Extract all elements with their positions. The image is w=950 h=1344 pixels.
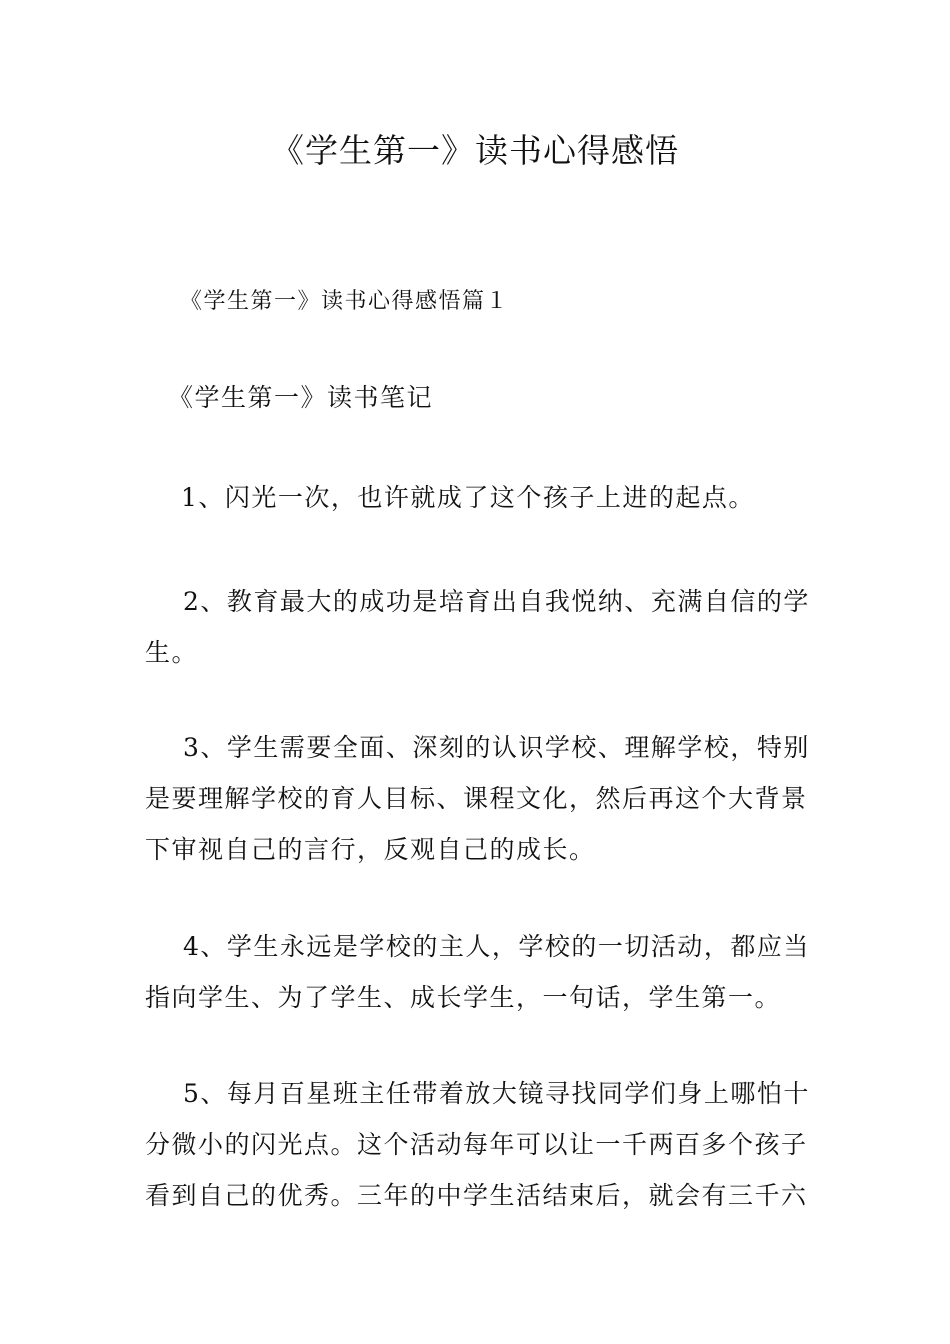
- paragraph-5: 5、每月百星班主任带着放大镜寻找同学们身上哪怕十分微小的闪光点。这个活动每年可以让一千两百多个孩子看到自己的优秀。三年的中学生活结束后，就会有三千六: [145, 1079, 810, 1210]
- paragraph-2: 2、教育最大的成功是培育出自我悦纳、充满自信的学生。: [145, 587, 810, 667]
- section-subheading: 《学生第一》读书笔记: [168, 383, 434, 412]
- paragraph-1: 1、闪光一次，也许就成了这个孩子上进的起点。: [181, 483, 755, 512]
- section-heading: 《学生第一》读书心得感悟篇１: [180, 289, 510, 314]
- document-title: 《学生第一》读书心得感悟: [271, 131, 679, 170]
- paragraph-3: 3、学生需要全面、深刻的认识学校、理解学校，特别是要理解学校的育人目标、课程文化，然后再这个大背景下审视自己的言行，反观自己的成长。: [145, 733, 810, 864]
- paragraph-4: 4、学生永远是学校的主人，学校的一切活动，都应当指向学生、为了学生、成长学生，一句话，学生第一。: [145, 932, 810, 1012]
